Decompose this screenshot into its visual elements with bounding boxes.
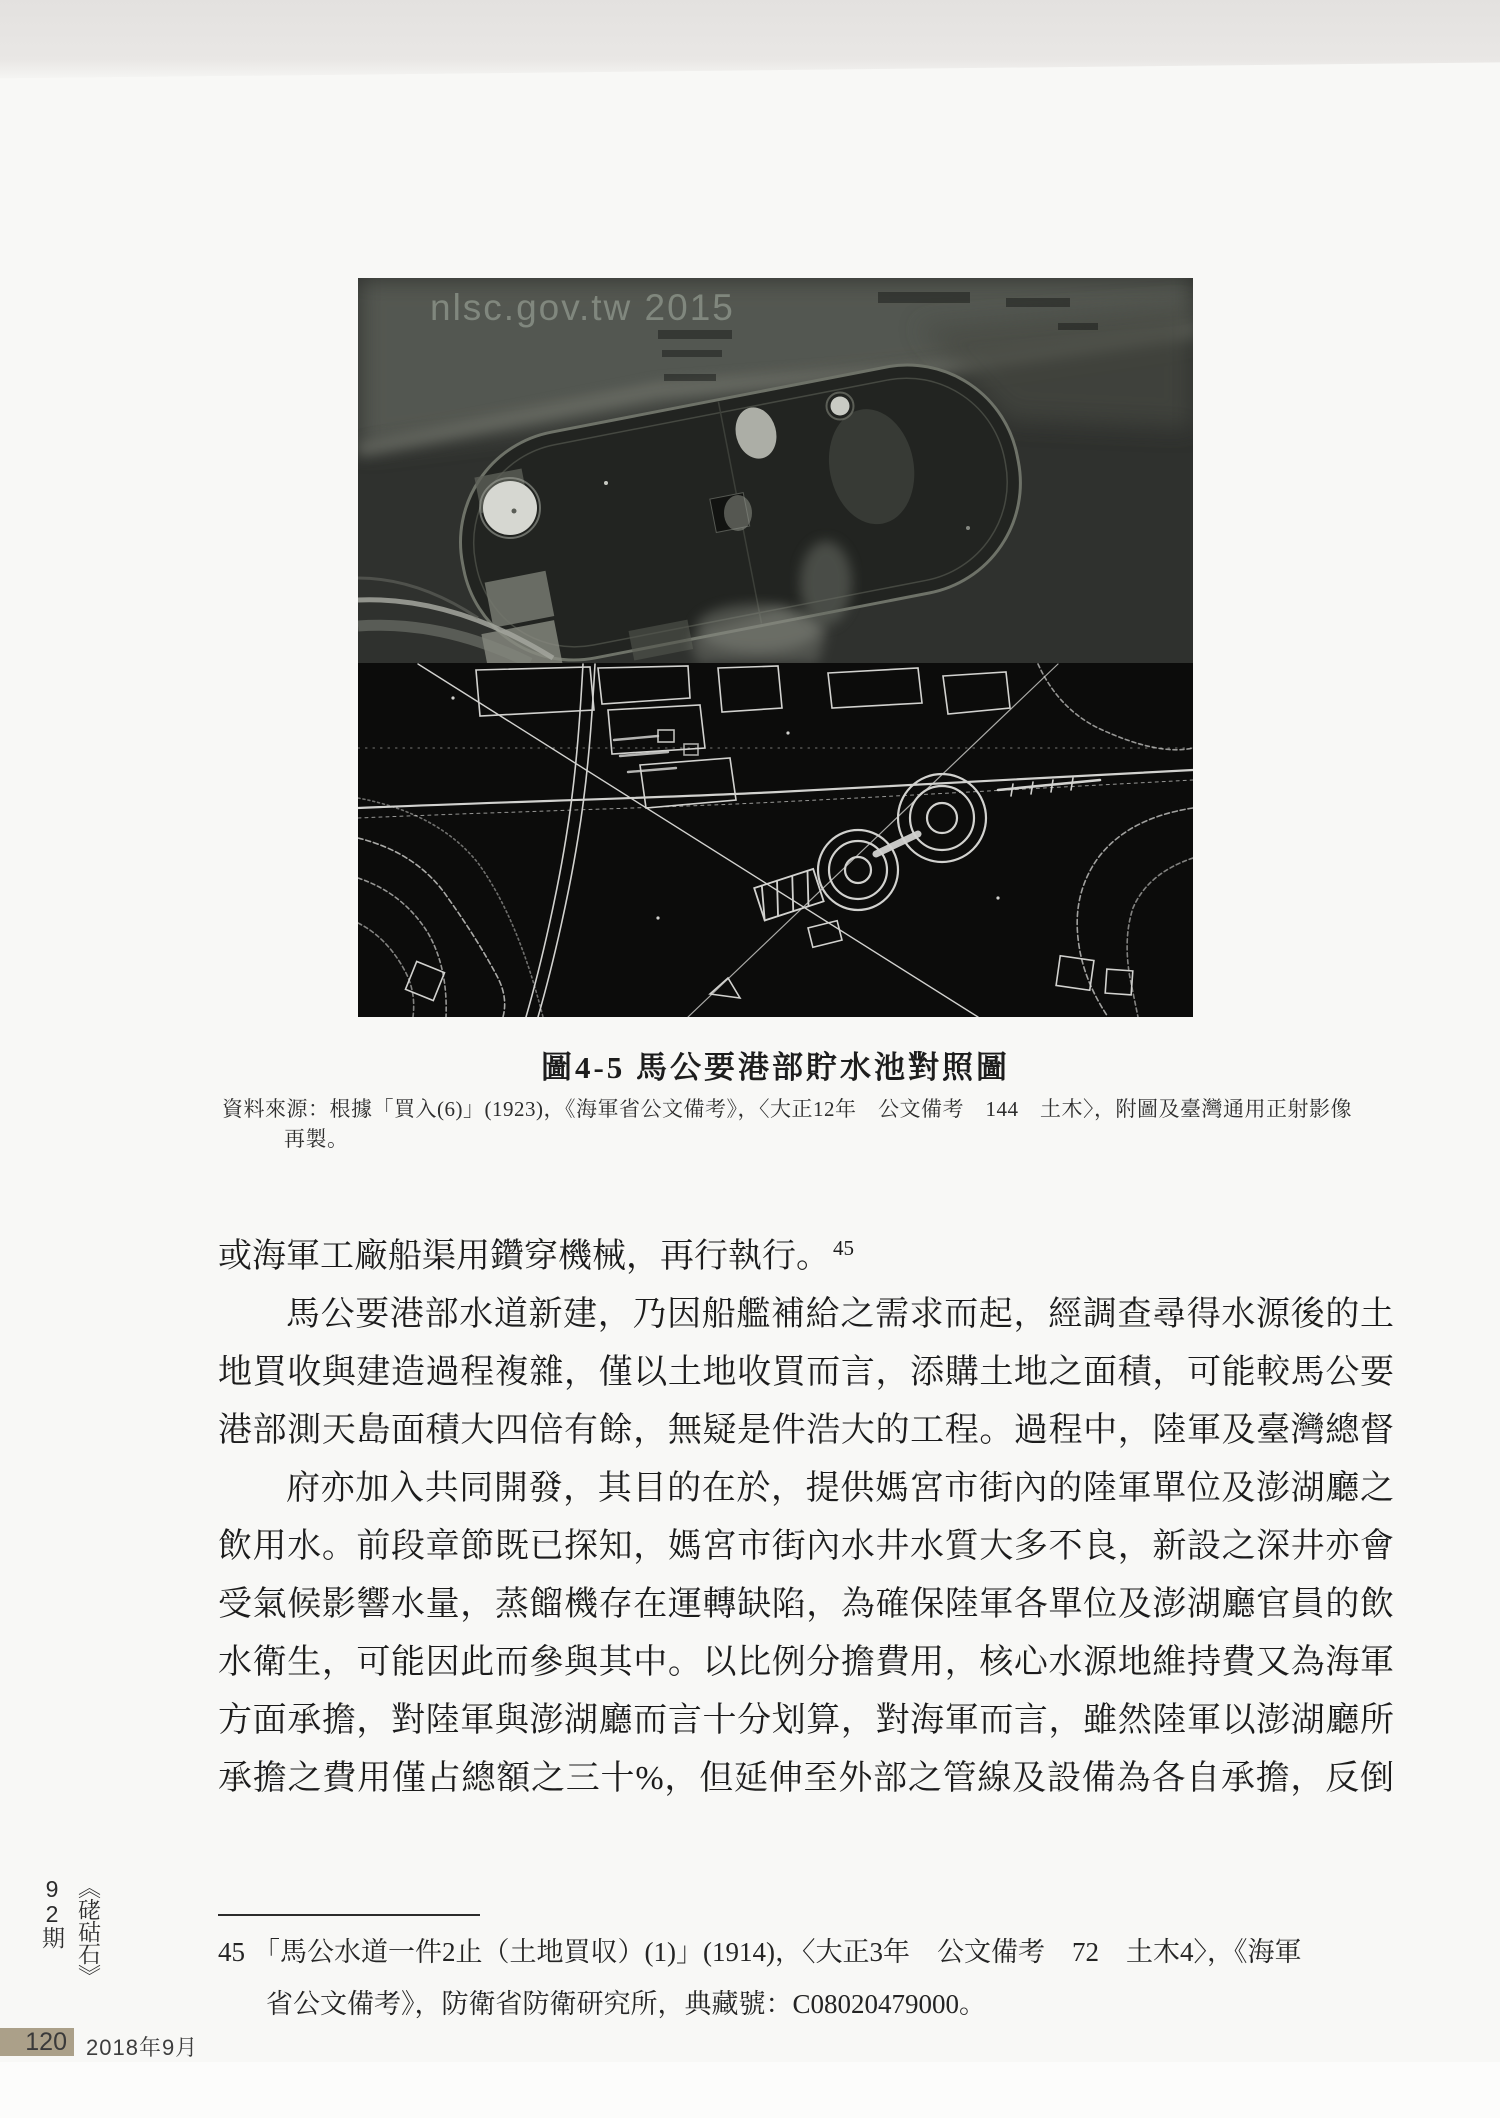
page-bottom-margin <box>0 2062 1500 2118</box>
issue-date: 2018年9月 <box>86 2035 199 2060</box>
body-line: 港部測天島面積大四倍有餘，無疑是件浩大的工程。過程中，陸軍及臺灣總督 <box>218 1412 1394 1449</box>
footnote-text: 「馬公水道一件2止（土地買収）(1)」(1914)，〈大正3年 公文備考 72 土木4〉，《海軍 <box>253 1937 1302 1967</box>
body-line: 方面承擔，對陸軍與澎湖廳而言十分划算，對海軍而言，雖然陸軍以澎湖廳所 <box>218 1702 1394 1739</box>
footnote-line2: 省公文備考》，防衛省防衛研究所，典藏號：C08020479000。 <box>266 1989 987 2019</box>
circular-tank <box>483 481 537 535</box>
footnote-separator <box>218 1914 480 1916</box>
body-text <box>218 1228 1394 1808</box>
journal-issue-vertical-label: 《硓𥑮石》92期 <box>39 1876 101 1986</box>
footnote-number: 45 <box>218 1937 245 1967</box>
body-line: 水衛生，可能因此而參與其中。以比例分擔費用，核心水源地維持費又為海軍 <box>218 1644 1394 1681</box>
footnote-45 <box>218 1926 1408 2030</box>
body-line-text: 或海軍工廠船渠用鑽穿機械，再行執行。 <box>218 1238 830 1275</box>
source-note-line2: 再製。 <box>284 1127 349 1151</box>
figure-caption: 圖4-5 馬公要港部貯水池對照圖 <box>540 1050 1011 1085</box>
footnote-line1 <box>218 1926 1408 1978</box>
footnote-reference-45: 45 <box>833 1235 854 1260</box>
body-line: 地買收與建造過程複雜，僅以土地收買而言，添購土地之面積，可能較馬公要 <box>218 1354 1394 1391</box>
figure-4-5-image <box>358 278 1193 1017</box>
source-note-line1: 資料來源：根據「買入(6)」(1923)，《海軍省公文備考》，〈大正12年 公文備考 144 土木〉，附圖及臺灣通用正射影像 <box>222 1097 1352 1121</box>
body-line: 府亦加入共同開發，其目的在於，提供媽宮市街內的陸軍單位及澎湖廳之 <box>286 1470 1394 1507</box>
body-line: 馬公要港部水道新建，乃因船艦補給之需求而起，經調查尋得水源後的土 <box>286 1296 1394 1333</box>
orthophoto-watermark: nlsc.gov.tw 2015 <box>430 287 735 328</box>
aerial-photo <box>358 278 1193 689</box>
body-line: 受氣候影響水量，蒸餾機存在運轉缺陷，為確保陸軍各單位及澎湖廳官員的飲 <box>218 1586 1394 1623</box>
body-line: 飲用水。前段章節既已探知，媽宮市街內水井水質大多不良，新設之深井亦會 <box>218 1528 1394 1565</box>
scan-edge-band <box>0 0 1500 80</box>
body-line <box>218 1228 1394 1286</box>
body-line: 承擔之費用僅占總額之三十%，但延伸至外部之管線及設備為各自承擔，反倒 <box>218 1760 1394 1797</box>
figure-source-note <box>222 1094 1417 1154</box>
historical-map <box>358 663 1193 1017</box>
page-number-badge: 120 <box>0 2028 74 2056</box>
